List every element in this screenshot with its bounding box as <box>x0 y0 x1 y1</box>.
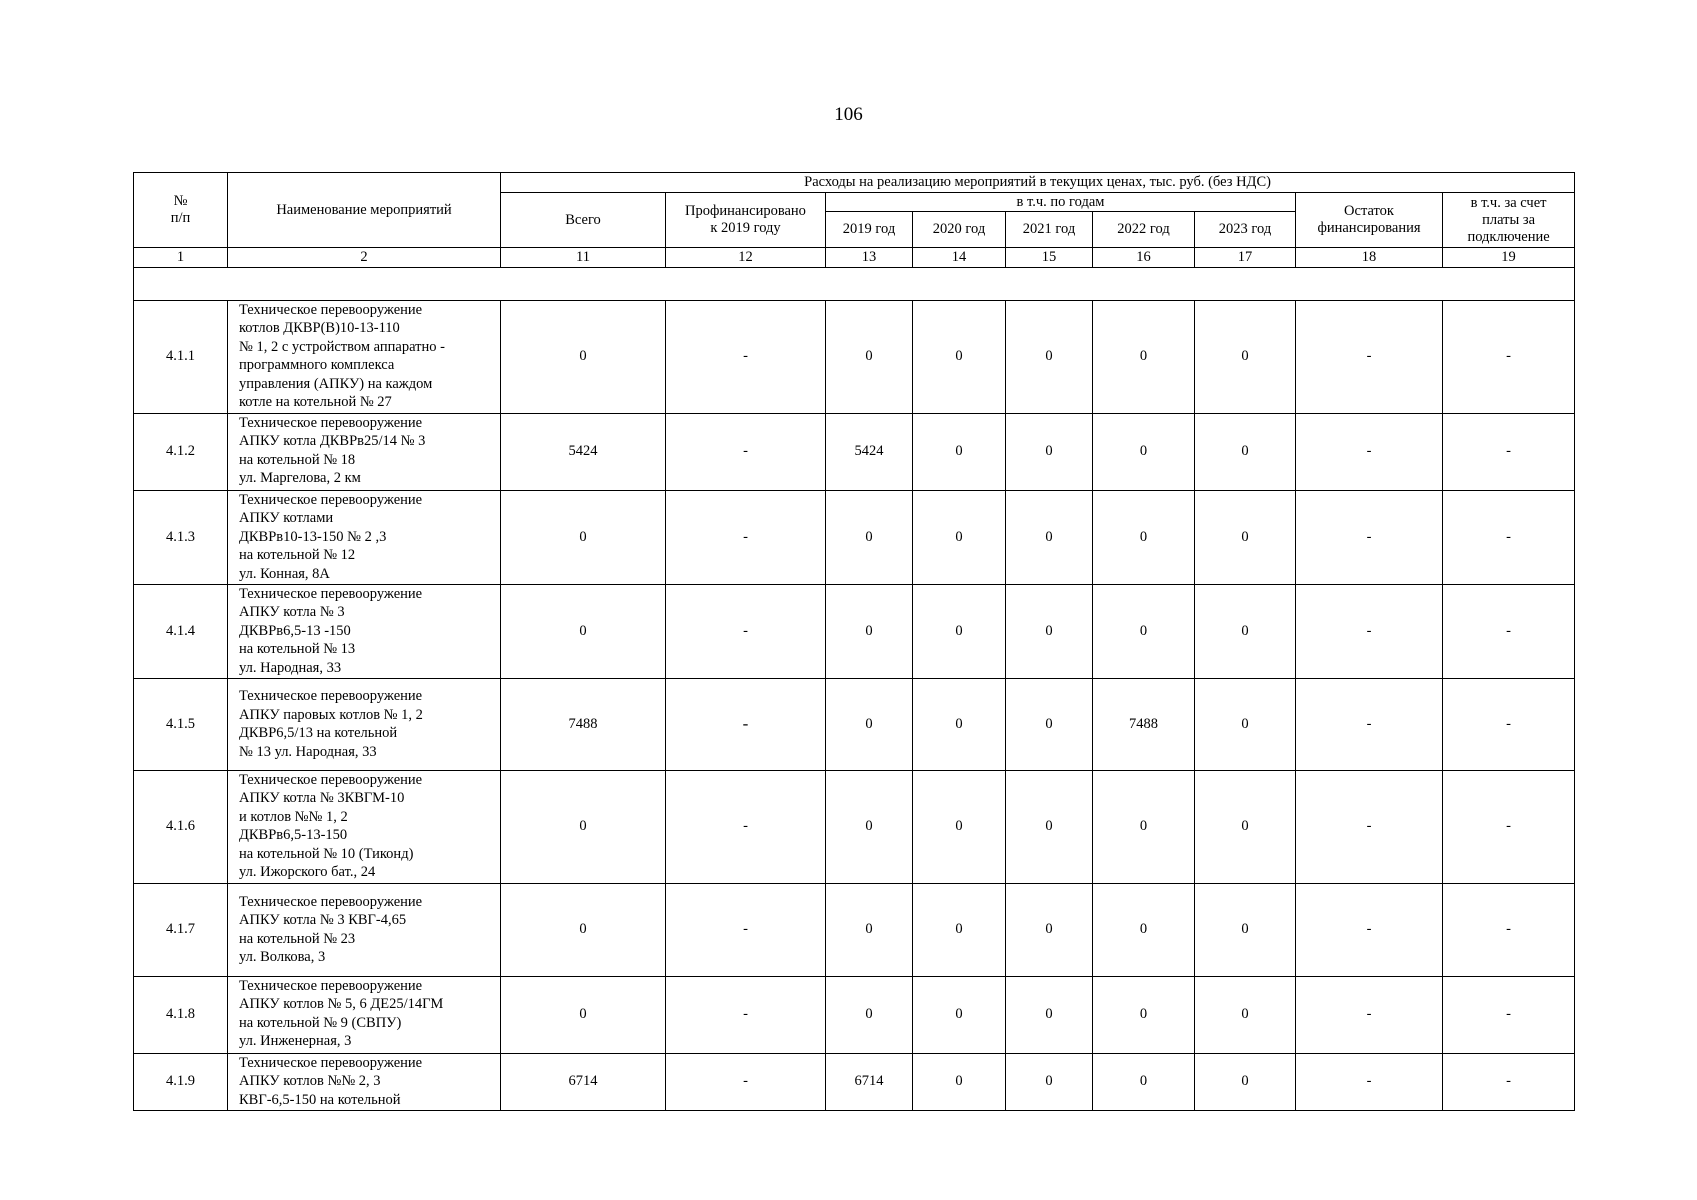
row-remainder: - <box>1296 584 1443 678</box>
header-costs-title: Расходы на реализацию мероприятий в текущих ценах, тыс. руб. (без НДС) <box>501 173 1575 193</box>
column-number: 1 <box>134 248 228 268</box>
row-name: Техническое перевооружение АПКУ котла ДКВРв25/14 № 3 на котельной № 18 ул. Маргелова, 2 км <box>228 413 501 490</box>
row-2020: 0 <box>913 490 1006 584</box>
column-number: 2 <box>228 248 501 268</box>
row-name: Техническое перевооружение АПКУ котлов №№ 2, 3 КВГ-6,5-150 на котельной <box>228 1053 501 1110</box>
header-year-2020: 2020 год <box>913 212 1006 248</box>
row-2023: 0 <box>1195 1053 1296 1110</box>
row-2023: 0 <box>1195 300 1296 413</box>
row-2023: 0 <box>1195 883 1296 976</box>
empty-section-row <box>134 267 1575 300</box>
header-connection: в т.ч. за счет платы за подключение <box>1443 193 1575 248</box>
row-name: Техническое перевооружение АПКУ котлов № 5, 6 ДЕ25/14ГМ на котельной № 9 (СВПУ) ул. Инженерная, 3 <box>228 976 501 1053</box>
row-remainder: - <box>1296 883 1443 976</box>
header-remainder: Остаток финансирования <box>1296 193 1443 248</box>
row-financed: - <box>666 413 826 490</box>
header-year-2021: 2021 год <box>1006 212 1093 248</box>
row-2020: 0 <box>913 413 1006 490</box>
row-2020: 0 <box>913 883 1006 976</box>
row-2021: 0 <box>1006 490 1093 584</box>
column-number: 11 <box>501 248 666 268</box>
row-total: 0 <box>501 770 666 883</box>
row-2019: 0 <box>826 584 913 678</box>
row-total: 0 <box>501 584 666 678</box>
row-2021: 0 <box>1006 1053 1093 1110</box>
row-2022: 0 <box>1093 490 1195 584</box>
header-name: Наименование мероприятий <box>228 173 501 248</box>
row-name: Техническое перевооружение АПКУ котла № 3 ДКВРв6,5-13 -150 на котельной № 13 ул. Народная, 33 <box>228 584 501 678</box>
page-number: 106 <box>834 104 863 125</box>
row-2020: 0 <box>913 300 1006 413</box>
header-year-2022: 2022 год <box>1093 212 1195 248</box>
row-remainder: - <box>1296 490 1443 584</box>
header-total: Всего <box>501 193 666 248</box>
row-num: 4.1.8 <box>134 976 228 1053</box>
row-financed: - <box>666 584 826 678</box>
row-connection: - <box>1443 976 1575 1053</box>
row-name: Техническое перевооружение АПКУ котла № 3 КВГ-4,65 на котельной № 23 ул. Волкова, 3 <box>228 883 501 976</box>
column-numbers-row <box>134 248 1575 268</box>
table-row <box>134 678 1575 770</box>
row-2019: 5424 <box>826 413 913 490</box>
header-year-2023: 2023 год <box>1195 212 1296 248</box>
row-2022: 0 <box>1093 770 1195 883</box>
row-2021: 0 <box>1006 770 1093 883</box>
row-2019: 6714 <box>826 1053 913 1110</box>
row-2023: 0 <box>1195 584 1296 678</box>
row-financed: - <box>666 883 826 976</box>
row-financed: - <box>666 490 826 584</box>
row-num: 4.1.3 <box>134 490 228 584</box>
column-number: 13 <box>826 248 913 268</box>
row-financed: - <box>666 976 826 1053</box>
row-total: 7488 <box>501 678 666 770</box>
row-2020: 0 <box>913 678 1006 770</box>
column-number: 14 <box>913 248 1006 268</box>
row-num: 4.1.2 <box>134 413 228 490</box>
row-2022: 0 <box>1093 584 1195 678</box>
row-remainder: - <box>1296 770 1443 883</box>
row-name: Техническое перевооружение котлов ДКВР(В)10-13-110 № 1, 2 с устройством аппаратно - программного комплекса управления (АПКУ) на каждом котле на котельной № 27 <box>228 300 501 413</box>
header-num: № п/п <box>134 173 228 248</box>
row-num: 4.1.6 <box>134 770 228 883</box>
row-2019: 0 <box>826 678 913 770</box>
row-name: Техническое перевооружение АПКУ котлами ДКВРв10-13-150 № 2 ,3 на котельной № 12 ул. Конная, 8А <box>228 490 501 584</box>
row-2020: 0 <box>913 584 1006 678</box>
row-2021: 0 <box>1006 413 1093 490</box>
row-remainder: - <box>1296 1053 1443 1110</box>
table-row <box>134 1053 1575 1110</box>
column-number: 16 <box>1093 248 1195 268</box>
row-connection: - <box>1443 413 1575 490</box>
row-2023: 0 <box>1195 490 1296 584</box>
row-2023: 0 <box>1195 413 1296 490</box>
row-2019: 0 <box>826 300 913 413</box>
row-remainder: - <box>1296 413 1443 490</box>
table-row <box>134 413 1575 490</box>
row-num: 4.1.1 <box>134 300 228 413</box>
row-2019: 0 <box>826 883 913 976</box>
row-2022: 7488 <box>1093 678 1195 770</box>
row-connection: - <box>1443 490 1575 584</box>
empty-section-cell <box>134 267 1575 300</box>
row-2019: 0 <box>826 976 913 1053</box>
row-2022: 0 <box>1093 883 1195 976</box>
row-2022: 0 <box>1093 300 1195 413</box>
row-2022: 0 <box>1093 1053 1195 1110</box>
row-2019: 0 <box>826 770 913 883</box>
row-total: 5424 <box>501 413 666 490</box>
row-2022: 0 <box>1093 413 1195 490</box>
row-2020: 0 <box>913 770 1006 883</box>
row-remainder: - <box>1296 976 1443 1053</box>
row-2023: 0 <box>1195 976 1296 1053</box>
row-2020: 0 <box>913 976 1006 1053</box>
row-financed: - <box>666 770 826 883</box>
row-2021: 0 <box>1006 678 1093 770</box>
row-connection: - <box>1443 770 1575 883</box>
header-year-2019: 2019 год <box>826 212 913 248</box>
row-connection: - <box>1443 1053 1575 1110</box>
row-total: 0 <box>501 976 666 1053</box>
row-total: 0 <box>501 883 666 976</box>
table-row <box>134 883 1575 976</box>
row-remainder: - <box>1296 678 1443 770</box>
row-2021: 0 <box>1006 300 1093 413</box>
row-num: 4.1.7 <box>134 883 228 976</box>
row-2022: 0 <box>1093 976 1195 1053</box>
row-connection: - <box>1443 883 1575 976</box>
table-row <box>134 300 1575 413</box>
row-2021: 0 <box>1006 883 1093 976</box>
row-2021: 0 <box>1006 584 1093 678</box>
table-row <box>134 770 1575 883</box>
header-financed: Профинансировано к 2019 году <box>666 193 826 248</box>
column-number: 17 <box>1195 248 1296 268</box>
row-connection: - <box>1443 584 1575 678</box>
row-name: Техническое перевооружение АПКУ паровых котлов № 1, 2 ДКВР6,5/13 на котельной № 13 ул. Народная, 33 <box>228 678 501 770</box>
table-row <box>134 490 1575 584</box>
column-number: 18 <box>1296 248 1443 268</box>
row-2020: 0 <box>913 1053 1006 1110</box>
table-row <box>134 584 1575 678</box>
row-2023: 0 <box>1195 770 1296 883</box>
row-num: 4.1.5 <box>134 678 228 770</box>
column-number: 15 <box>1006 248 1093 268</box>
row-name: Техническое перевооружение АПКУ котла № 3КВГМ-10 и котлов №№ 1, 2 ДКВРв6,5-13-150 на котельной № 10 (Тиконд) ул. Ижорского бат., 24 <box>228 770 501 883</box>
row-2023: 0 <box>1195 678 1296 770</box>
column-number: 12 <box>666 248 826 268</box>
row-2021: 0 <box>1006 976 1093 1053</box>
column-number: 19 <box>1443 248 1575 268</box>
row-connection: - <box>1443 678 1575 770</box>
row-remainder: - <box>1296 300 1443 413</box>
row-total: 6714 <box>501 1053 666 1110</box>
row-financed: - <box>666 678 826 770</box>
header-row-1 <box>134 173 1575 193</box>
row-total: 0 <box>501 490 666 584</box>
row-num: 4.1.9 <box>134 1053 228 1110</box>
row-financed: - <box>666 300 826 413</box>
table-row <box>134 976 1575 1053</box>
row-num: 4.1.4 <box>134 584 228 678</box>
header-by-years: в т.ч. по годам <box>826 193 1296 212</box>
row-total: 0 <box>501 300 666 413</box>
row-financed: - <box>666 1053 826 1110</box>
row-2019: 0 <box>826 490 913 584</box>
row-connection: - <box>1443 300 1575 413</box>
expenses-table <box>133 172 1575 1111</box>
